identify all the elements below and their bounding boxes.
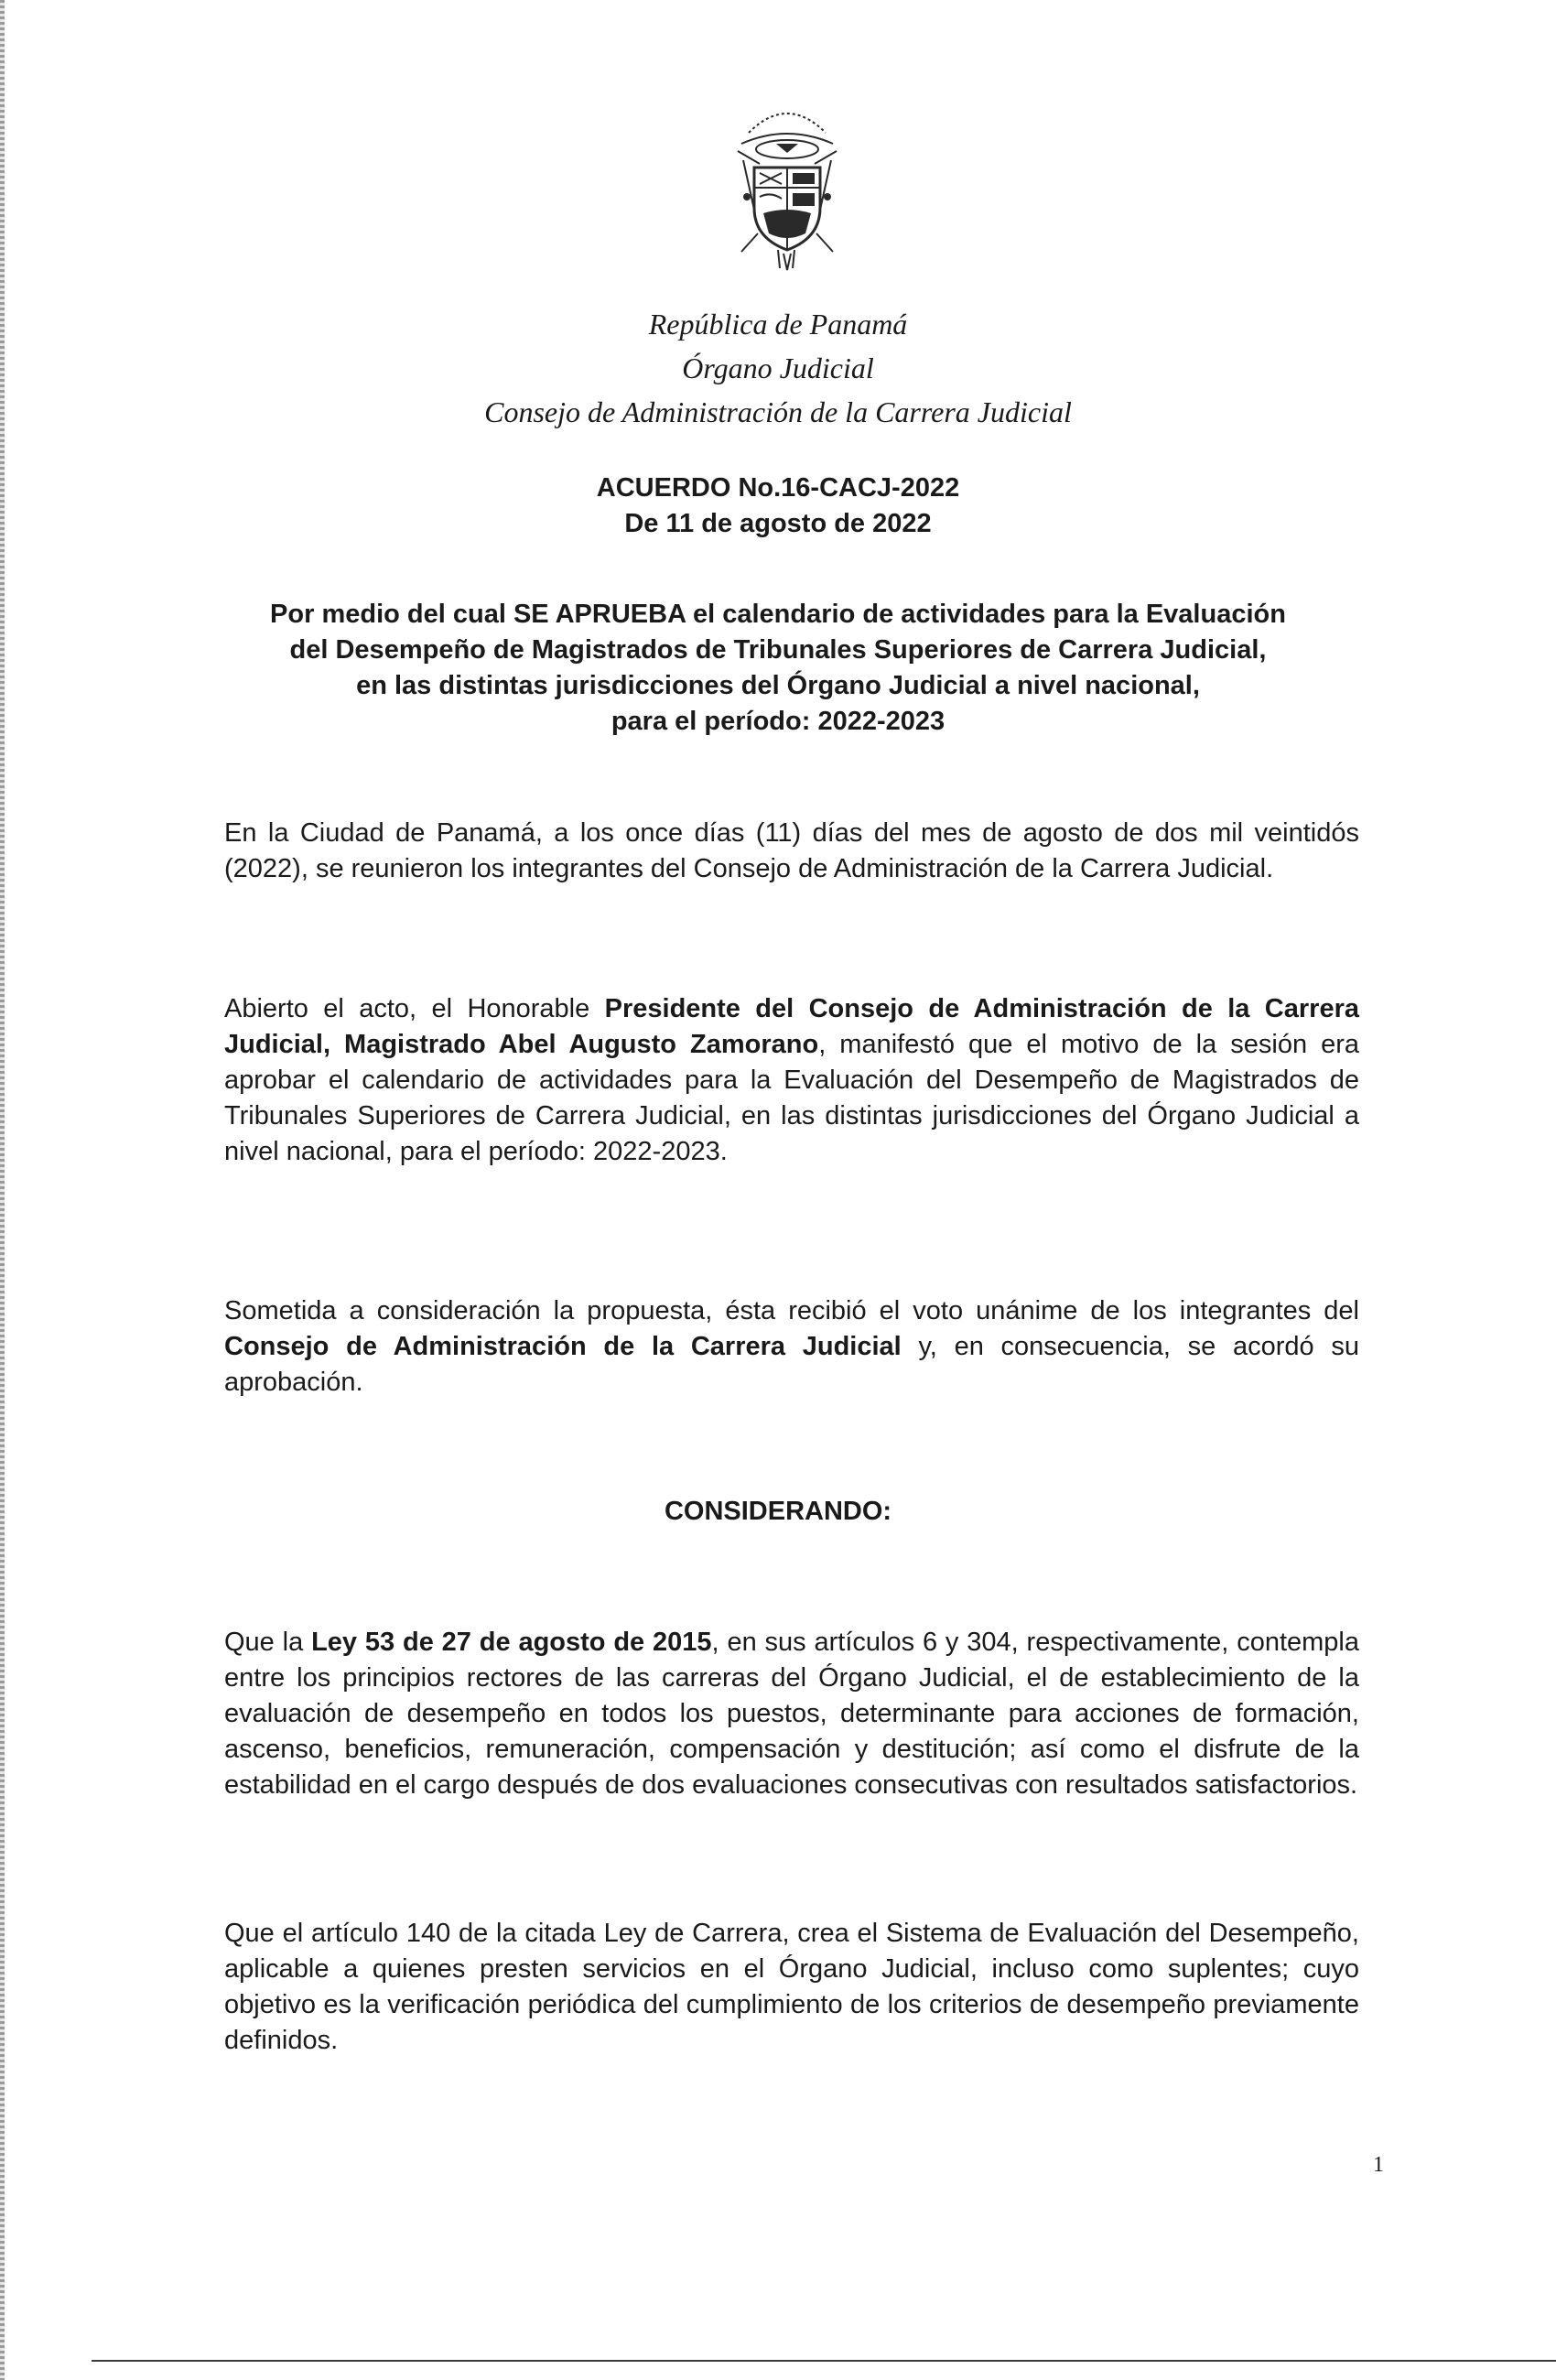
p3-text-b: y, en consecuencia, se acordó su aprobación. — [224, 1332, 1359, 1397]
acuerdo-date: De 11 de agosto de 2022 — [624, 509, 932, 538]
considerando-heading: CONSIDERANDO: — [664, 1497, 892, 1526]
p4-text-b: , en sus artículos 6 y 304, respectivamente, contempla entre los principios rectores de las carreras del Órgano Judicial, el de establecimiento de la evaluación de desempeño en todos los puestos, determinante para acciones de formación, ascenso, beneficios, remuneración, compensación y destitución; así como el disfrute de la estabilidad en el cargo después de dos evaluaciones consecutivas con resultados satisfactorios. — [224, 1628, 1360, 1800]
paragraph-vote — [224, 1293, 1359, 1401]
title-line-1: Por medio del cual SE APRUEBA el calendario de actividades para la Evaluación — [270, 600, 1286, 629]
title-line-3: en las distintas jurisdicciones del Órgano Judicial a nivel nacional, — [356, 671, 1200, 700]
p2-president-name: Presidente del Consejo de Administración de la Carrera Judicial, Magistrado Abel Augusto Zamorano — [224, 994, 1359, 1059]
resolution-title — [197, 597, 1359, 740]
paragraph-opening: En la Ciudad de Panamá, a los once días (11) días del mes de agosto de dos mil veintidós (2022), se reunieron los integrantes del Consejo de Administración de la Carrera Judicial. — [224, 818, 1359, 883]
paragraph-articulo-140: Que el artículo 140 de la citada Ley de Carrera, crea el Sistema de Evaluación del Desempeño, aplicable a quienes presten servicios en el Órgano Judicial, incluso como suplentes; cuyo objetivo es la verificación periódica del cumplimiento de los criterios de desempeño previamente definidos. — [224, 1919, 1359, 2055]
p3-consejo: Consejo de Administración de la Carrera Judicial — [224, 1332, 902, 1361]
header-consejo: Consejo de Administración de la Carrera Judicial — [484, 395, 1072, 428]
p4-text-a: Que la — [224, 1628, 312, 1657]
p4-ley: Ley 53 de 27 de agosto de 2015 — [311, 1628, 712, 1657]
paragraph-ley-53 — [224, 1625, 1359, 1803]
p2-text-b: , manifestó que el motivo de la sesión era aprobar el calendario de actividades para la Evaluación del Desempeño de Magistrados de Tribunales Superiores de Carrera Judicial, en las distintas jurisdicciones del Órgano Judicial a nivel nacional, para el período: 2022-2023. — [224, 1030, 1359, 1166]
p3-text-a: Sometida a consideración la propuesta, ésta recibió el voto unánime de los integrantes del — [224, 1296, 1359, 1325]
p2-text-a: Abierto el acto, el Honorable — [224, 994, 605, 1023]
coat-of-arms-seal-icon — [714, 96, 860, 279]
header-organo: Órgano Judicial — [682, 352, 874, 384]
title-line-2: del Desempeño de Magistrados de Tribunales Superiores de Carrera Judicial, — [289, 635, 1267, 665]
paragraph-president — [224, 991, 1359, 1170]
header-republica: República de Panamá — [648, 308, 908, 341]
title-line-4: para el período: 2022-2023 — [611, 707, 945, 736]
page-number: 1 — [1373, 2153, 1384, 2177]
footer-rule — [92, 2360, 1556, 2362]
acuerdo-number: ACUERDO No.16-CACJ-2022 — [596, 473, 960, 503]
